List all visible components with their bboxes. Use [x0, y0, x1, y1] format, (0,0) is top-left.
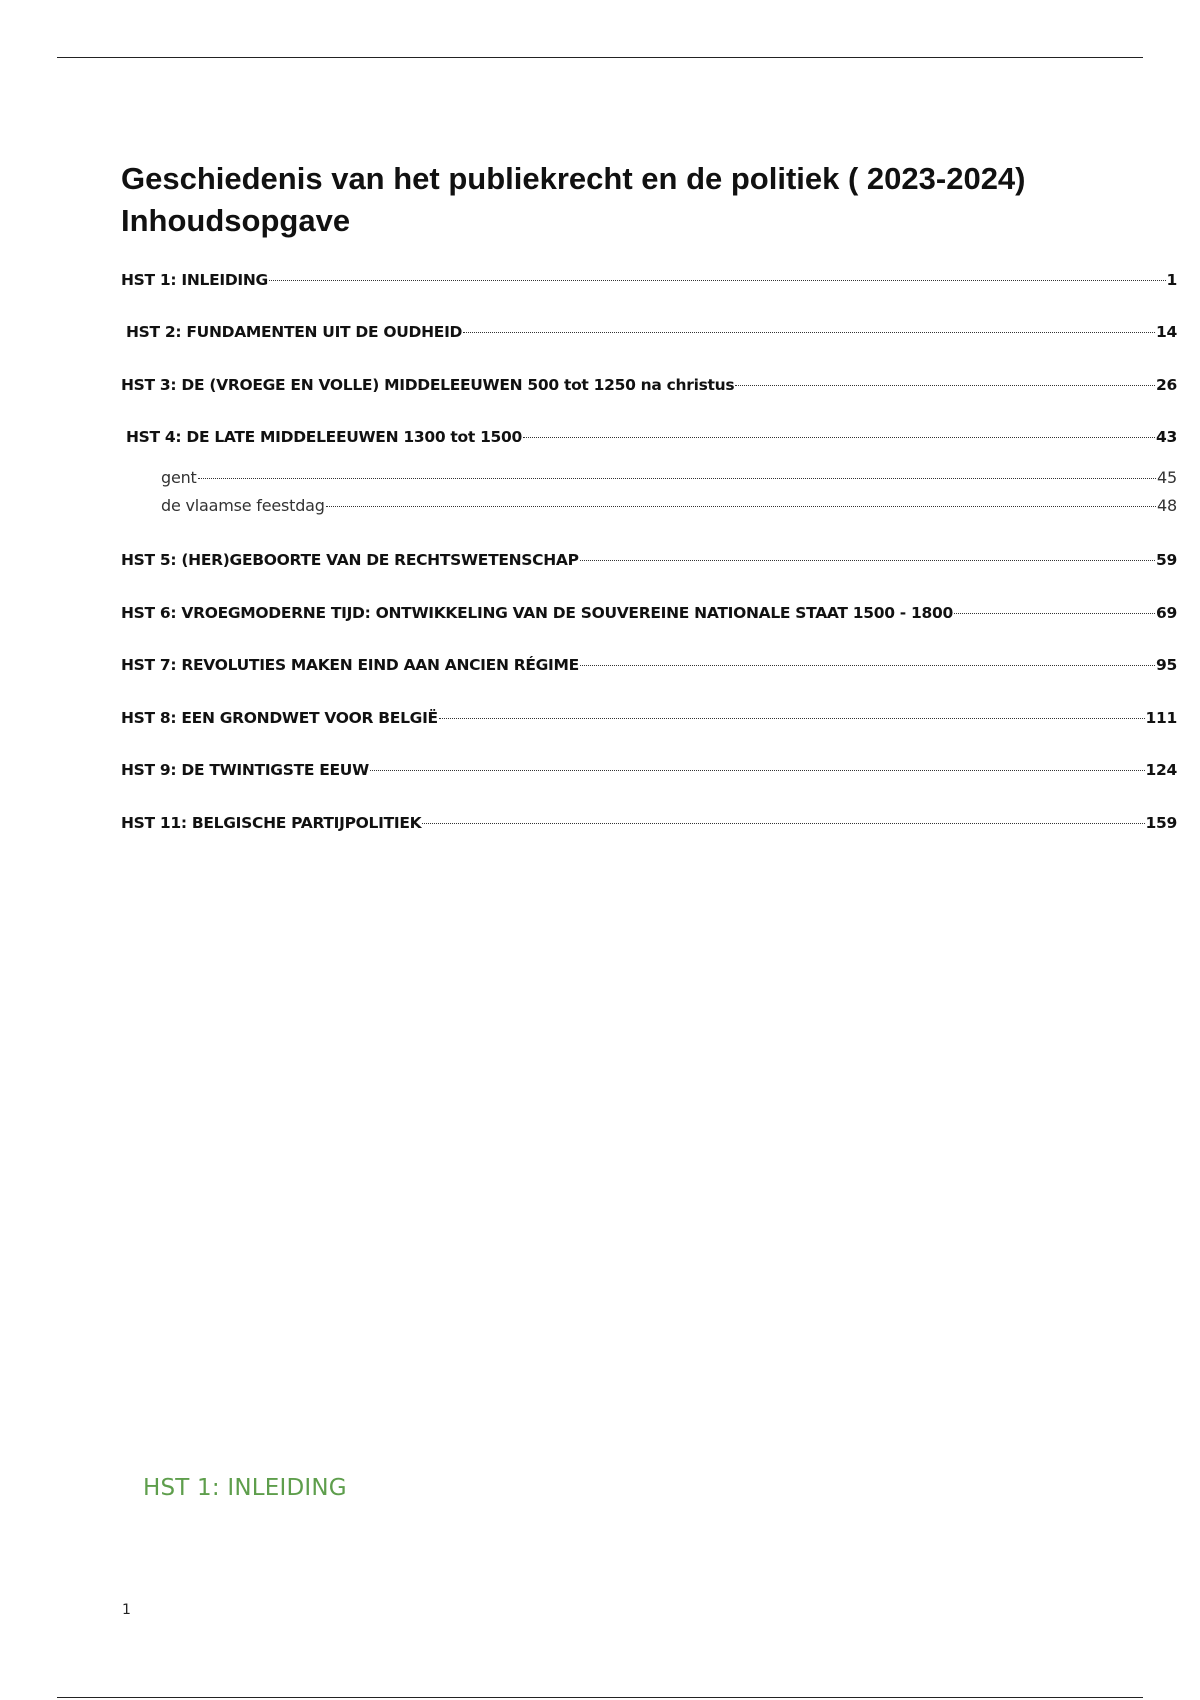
toc-entry-label: de vlaamse feestdag — [161, 496, 325, 515]
toc-entry-page: 26 — [1156, 376, 1177, 394]
toc-entry-label: HST 3: DE (VROEGE EN VOLLE) MIDDELEEUWEN 500 tot 1250 na christus — [121, 376, 735, 394]
toc-entry-label: HST 6: VROEGMODERNE TIJD: ONTWIKKELING VAN DE SOUVEREINE NATIONALE STAAT 1500 - 1800 — [121, 604, 953, 622]
toc-entry-page: 159 — [1145, 814, 1177, 832]
toc-entry-label: HST 5: (HER)GEBOORTE VAN DE RECHTSWETENSCHAP — [121, 551, 579, 569]
toc-subentry-gent[interactable] — [161, 468, 1177, 488]
toc-entry-page: 111 — [1145, 709, 1177, 727]
toc-entry-label: HST 9: DE TWINTIGSTE EEUW — [121, 761, 369, 779]
toc-leader-dots — [326, 506, 1156, 507]
chapter-heading: HST 1: INLEIDING — [143, 1475, 347, 1501]
toc-entry-label: HST 8: EEN GRONDWET VOOR BELGIË — [121, 709, 438, 727]
toc-entry-label: HST 7: REVOLUTIES MAKEN EIND AAN ANCIEN RÉGIME — [121, 656, 579, 674]
page-number: 1 — [122, 1602, 131, 1618]
toc-entry-label: HST 11: BELGISCHE PARTIJPOLITIEK — [121, 814, 422, 832]
toc-entry-page: 1 — [1166, 271, 1177, 289]
toc-leader-dots — [198, 478, 1156, 479]
toc-entry-page: 69 — [1156, 604, 1177, 622]
toc-leader-dots — [523, 437, 1155, 438]
toc-leader-dots — [422, 823, 1144, 824]
toc-entry-page: 59 — [1156, 551, 1177, 569]
toc-entry-label: HST 1: INLEIDING — [121, 271, 268, 289]
toc-entry-page: 48 — [1157, 496, 1177, 515]
toc-entry-page: 43 — [1156, 428, 1177, 446]
toc-title: Inhoudsopgave — [121, 203, 351, 238]
toc-leader-dots — [269, 280, 1166, 281]
toc-entry-label: HST 4: DE LATE MIDDELEEUWEN 1300 tot 1500 — [126, 428, 523, 446]
toc-leader-dots — [580, 665, 1155, 666]
document-title: Geschiedenis van het publiekrecht en de politiek ( 2023-2024) — [121, 161, 1026, 196]
toc-entry-label: HST 2: FUNDAMENTEN UIT DE OUDHEID — [126, 323, 463, 341]
toc-entry-hst4[interactable] — [126, 427, 1177, 447]
toc-leader-dots — [463, 332, 1155, 333]
toc-entry-page: 14 — [1156, 323, 1177, 341]
header-rule — [57, 57, 1143, 58]
toc-subentry-vlaamse-feestdag[interactable] — [161, 496, 1177, 516]
footer-rule — [57, 1697, 1143, 1698]
toc-entry-label: gent — [161, 468, 197, 487]
toc-entry-hst1[interactable] — [121, 270, 1177, 290]
toc-entry-hst3[interactable] — [121, 375, 1177, 395]
toc-entry-hst7[interactable] — [121, 655, 1177, 675]
toc-leader-dots — [735, 385, 1155, 386]
toc-leader-dots — [954, 613, 1155, 614]
title-block — [121, 158, 1121, 242]
toc-entry-hst6[interactable] — [121, 603, 1177, 623]
toc-entry-hst11[interactable] — [121, 813, 1177, 833]
toc-entry-hst8[interactable] — [121, 708, 1177, 728]
toc-entry-page: 95 — [1156, 656, 1177, 674]
toc-leader-dots — [439, 718, 1145, 719]
toc-entry-page: 45 — [1157, 468, 1177, 487]
toc-entry-hst5[interactable] — [121, 550, 1177, 570]
toc-entry-page: 124 — [1145, 761, 1177, 779]
toc-entry-hst2[interactable] — [126, 322, 1177, 342]
toc-leader-dots — [370, 770, 1145, 771]
toc-entry-hst9[interactable] — [121, 760, 1177, 780]
toc-leader-dots — [580, 560, 1155, 561]
